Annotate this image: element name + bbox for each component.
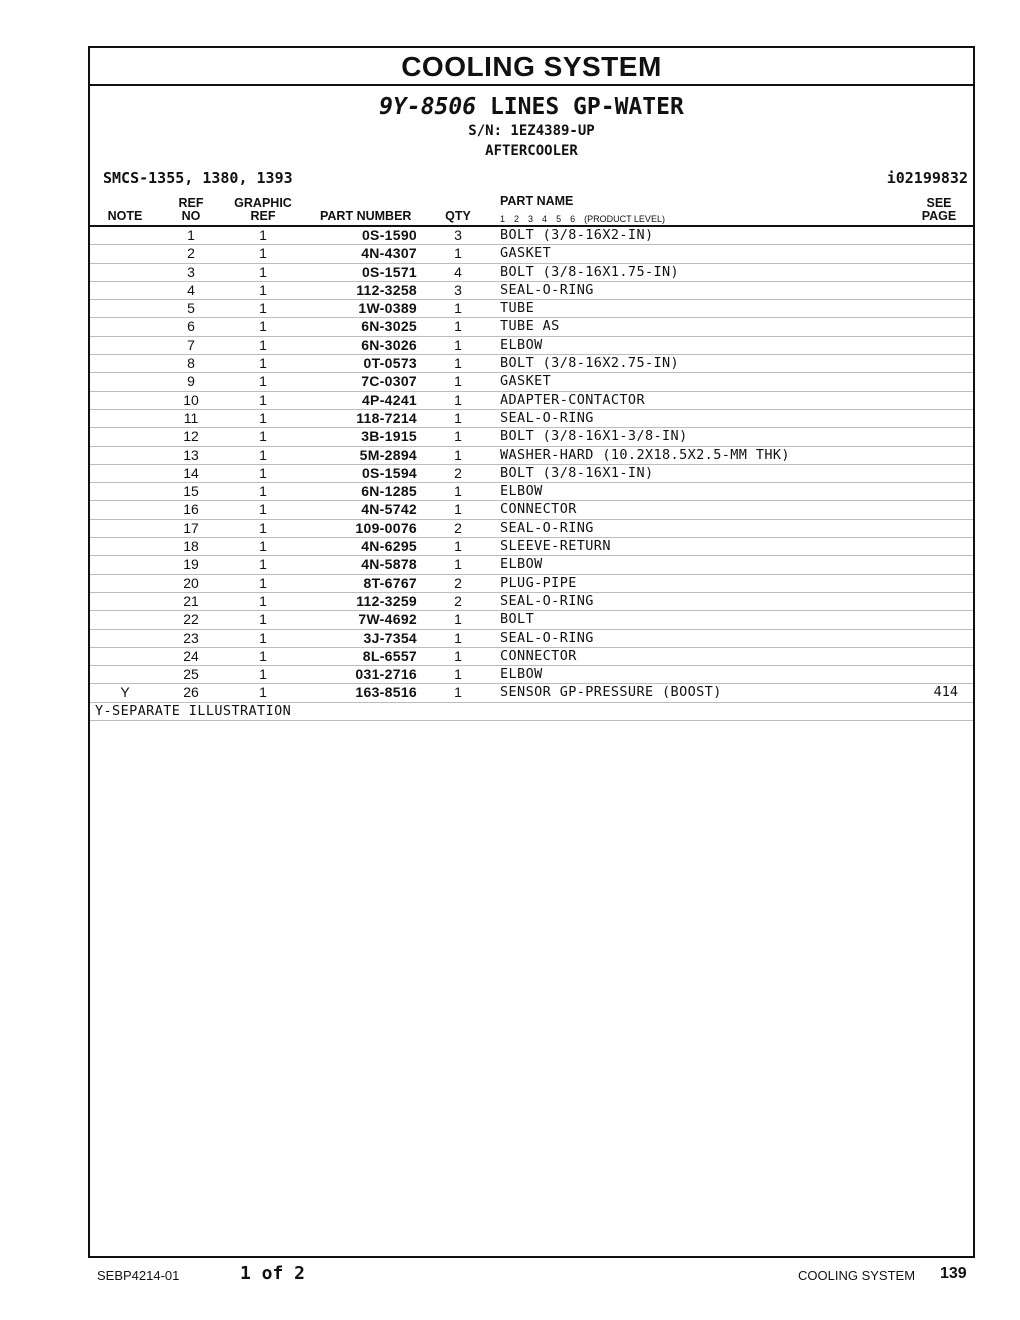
cell-ref-no: 21	[183, 592, 199, 609]
cell-graphic-ref: 1	[259, 574, 267, 591]
header-see-top: SEE	[926, 196, 952, 210]
table-row	[90, 501, 973, 519]
level-5: 5	[556, 214, 562, 224]
cell-ref-no: 20	[183, 574, 199, 591]
cell-ref-no: 17	[183, 519, 199, 536]
smcs-codes: SMCS-1355, 1380, 1393	[103, 169, 293, 187]
cell-qty: 1	[454, 391, 462, 408]
cell-part-number: 7W-4692	[358, 611, 417, 628]
cell-qty: 2	[454, 464, 462, 481]
table-row	[90, 465, 973, 483]
cell-qty: 2	[454, 574, 462, 591]
cell-part-name: BOLT (3/8-16X1-3/8-IN)	[500, 428, 688, 445]
cell-part-number: 8T-6767	[363, 574, 417, 591]
cell-graphic-ref: 1	[259, 300, 267, 317]
cell-graphic-ref: 1	[259, 391, 267, 408]
cell-qty: 1	[454, 611, 462, 628]
cell-qty: 1	[454, 245, 462, 262]
cell-part-name: SEAL-O-RING	[500, 519, 594, 536]
table-row	[90, 575, 973, 593]
cell-ref-no: 5	[187, 300, 195, 317]
cell-qty: 3	[454, 281, 462, 298]
cell-part-name: TUBE AS	[500, 318, 560, 335]
cell-qty: 1	[454, 300, 462, 317]
cell-part-number: 1W-0389	[358, 300, 417, 317]
table-row	[90, 227, 973, 245]
cell-note: Y	[120, 684, 130, 701]
cell-graphic-ref: 1	[259, 592, 267, 609]
table-row	[90, 447, 973, 465]
cell-part-number: 4N-6295	[361, 538, 417, 555]
cell-part-name: BOLT (3/8-16X1-IN)	[500, 464, 654, 481]
cell-qty: 3	[454, 227, 462, 243]
cell-ref-no: 12	[183, 428, 199, 445]
level-6: 6	[570, 214, 576, 224]
group-title	[90, 94, 973, 120]
table-row	[90, 245, 973, 263]
cell-graphic-ref: 1	[259, 666, 267, 683]
cell-part-number: 109-0076	[355, 519, 417, 536]
cell-ref-no: 16	[183, 501, 199, 518]
table-row	[90, 593, 973, 611]
cell-part-name: CONNECTOR	[500, 501, 577, 518]
product-level-label: (PRODUCT LEVEL)	[584, 214, 665, 224]
header-part-number: PART NUMBER	[320, 209, 412, 223]
cell-graphic-ref: 1	[259, 647, 267, 664]
cell-ref-no: 13	[183, 446, 199, 463]
cell-part-number: 4N-5742	[361, 501, 417, 518]
cell-graphic-ref: 1	[259, 263, 267, 280]
cell-part-name: SEAL-O-RING	[500, 281, 594, 298]
table-row	[90, 684, 973, 702]
cell-part-name: SEAL-O-RING	[500, 629, 594, 646]
cell-ref-no: 18	[183, 538, 199, 555]
page-of: 1 of 2	[240, 1263, 306, 1284]
cell-part-name: SLEEVE-RETURN	[500, 538, 611, 555]
level-2: 2	[514, 214, 520, 224]
cell-ref-no: 6	[187, 318, 195, 335]
cell-graphic-ref: 1	[259, 501, 267, 518]
cell-qty: 1	[454, 318, 462, 335]
document-id: SEBP4214-01	[97, 1268, 180, 1283]
header-see-bottom: PAGE	[921, 209, 957, 223]
cell-qty: 2	[454, 519, 462, 536]
cell-ref-no: 23	[183, 629, 199, 646]
cell-part-name: PLUG-PIPE	[500, 574, 577, 591]
table-row	[90, 410, 973, 428]
cell-part-number: 031-2716	[355, 666, 417, 683]
cell-qty: 1	[454, 538, 462, 555]
cell-ref-no: 1	[187, 227, 195, 243]
cell-graphic-ref: 1	[259, 446, 267, 463]
cell-part-number: 4P-4241	[361, 391, 417, 408]
cell-part-name: GASKET	[500, 373, 552, 390]
cell-part-name: SEAL-O-RING	[500, 592, 594, 609]
cell-graphic-ref: 1	[259, 483, 267, 500]
header-part-name: PART NAME	[500, 194, 574, 208]
table-row	[90, 392, 973, 410]
header-ref-bottom: NO	[181, 209, 201, 223]
cell-graphic-ref: 1	[259, 611, 267, 628]
parts-table	[90, 227, 973, 721]
group-part-number: 9Y-8506	[379, 94, 477, 120]
cell-ref-no: 9	[187, 373, 195, 390]
cell-qty: 2	[454, 592, 462, 609]
cell-qty: 1	[454, 647, 462, 664]
cell-qty: 1	[454, 373, 462, 390]
footnote-row	[90, 703, 973, 721]
cell-graphic-ref: 1	[259, 684, 267, 701]
cell-part-number: 0T-0573	[363, 355, 417, 372]
cell-part-name: ADAPTER-CONTACTOR	[500, 391, 645, 408]
table-row	[90, 318, 973, 336]
table-row	[90, 630, 973, 648]
level-1: 1	[500, 214, 506, 224]
cell-ref-no: 19	[183, 556, 199, 573]
cell-qty: 1	[454, 556, 462, 573]
cell-graphic-ref: 1	[259, 281, 267, 298]
cell-ref-no: 7	[187, 336, 195, 353]
table-row	[90, 373, 973, 391]
level-3: 3	[528, 214, 534, 224]
cell-qty: 1	[454, 684, 462, 701]
cell-qty: 1	[454, 409, 462, 426]
cell-qty: 1	[454, 446, 462, 463]
cell-ref-no: 10	[183, 391, 199, 408]
header-ref-top: REF	[178, 196, 204, 210]
cell-part-name: SEAL-O-RING	[500, 409, 594, 426]
cell-part-number: 4N-5878	[361, 556, 417, 573]
cell-part-number: 3J-7354	[363, 629, 417, 646]
cell-ref-no: 3	[187, 263, 195, 280]
level-4: 4	[542, 214, 548, 224]
cell-part-name: ELBOW	[500, 666, 543, 683]
cell-qty: 1	[454, 355, 462, 372]
cell-graphic-ref: 1	[259, 519, 267, 536]
cell-part-number: 0S-1571	[361, 263, 417, 280]
cell-part-number: 6N-3026	[361, 336, 417, 353]
cell-ref-no: 11	[183, 409, 199, 426]
cell-qty: 1	[454, 666, 462, 683]
cell-part-number: 5M-2894	[359, 446, 417, 463]
section-title: COOLING SYSTEM	[90, 48, 973, 86]
cell-part-number: 163-8516	[355, 684, 417, 701]
cell-graphic-ref: 1	[259, 464, 267, 481]
cell-part-number: 4N-4307	[361, 245, 417, 262]
cell-ref-no: 2	[187, 245, 195, 262]
cell-part-name: BOLT (3/8-16X2-IN)	[500, 227, 654, 243]
cell-graphic-ref: 1	[259, 556, 267, 573]
page-number: 139	[940, 1265, 967, 1282]
cell-graphic-ref: 1	[259, 409, 267, 426]
header-graphic-top: GRAPHIC	[234, 196, 292, 210]
cell-ref-no: 22	[183, 611, 199, 628]
cell-graphic-ref: 1	[259, 318, 267, 335]
cell-part-name: SENSOR GP-PRESSURE (BOOST)	[500, 684, 722, 701]
cell-part-number: 0S-1594	[361, 464, 417, 481]
cell-ref-no: 14	[183, 464, 199, 481]
cell-part-number: 6N-1285	[361, 483, 417, 500]
cell-part-number: 118-7214	[356, 409, 417, 426]
cell-part-number: 112-3258	[356, 281, 417, 298]
cell-part-name: BOLT (3/8-16X1.75-IN)	[500, 263, 680, 280]
cell-part-number: 3B-1915	[361, 428, 417, 445]
cell-qty: 1	[454, 428, 462, 445]
table-row	[90, 264, 973, 282]
cell-part-number: 6N-3025	[361, 318, 417, 335]
cell-part-number: 7C-0307	[361, 373, 417, 390]
cell-qty: 1	[454, 501, 462, 518]
table-row	[90, 337, 973, 355]
cell-part-name: BOLT (3/8-16X2.75-IN)	[500, 355, 680, 372]
cell-part-name: ELBOW	[500, 556, 543, 573]
cell-ref-no: 15	[183, 483, 199, 500]
cell-part-number: 8L-6557	[362, 647, 417, 664]
cell-ref-no: 26	[183, 684, 199, 701]
cell-ref-no: 4	[187, 281, 195, 298]
cell-qty: 1	[454, 629, 462, 646]
cell-ref-no: 25	[183, 666, 199, 683]
serial-number: S/N: 1EZ4389-UP	[468, 123, 595, 139]
table-row	[90, 666, 973, 684]
cell-part-name: GASKET	[500, 245, 552, 262]
footnote-text: Y-SEPARATE ILLUSTRATION	[95, 702, 292, 719]
table-row	[90, 355, 973, 373]
cell-part-name: TUBE	[500, 300, 535, 317]
cell-graphic-ref: 1	[259, 227, 267, 243]
cell-see-page: 414	[933, 684, 958, 701]
table-row	[90, 648, 973, 666]
table-row	[90, 282, 973, 300]
header-qty: QTY	[445, 209, 471, 223]
group-subtitle: AFTERCOOLER	[485, 143, 578, 159]
table-row	[90, 483, 973, 501]
cell-part-name: WASHER-HARD (10.2X18.5X2.5-MM THK)	[500, 446, 790, 463]
cell-ref-no: 8	[187, 355, 195, 372]
product-levels	[500, 214, 674, 224]
table-row	[90, 556, 973, 574]
table-row	[90, 538, 973, 556]
table-row	[90, 520, 973, 538]
cell-graphic-ref: 1	[259, 355, 267, 372]
cell-qty: 1	[454, 336, 462, 353]
cell-graphic-ref: 1	[259, 538, 267, 555]
header-note: NOTE	[107, 209, 143, 223]
cell-qty: 1	[454, 483, 462, 500]
table-row	[90, 428, 973, 446]
cell-part-name: CONNECTOR	[500, 647, 577, 664]
cell-part-number: 112-3259	[356, 592, 417, 609]
cell-graphic-ref: 1	[259, 629, 267, 646]
cell-part-name: ELBOW	[500, 483, 543, 500]
table-row	[90, 300, 973, 318]
cell-ref-no: 24	[183, 647, 199, 664]
cell-graphic-ref: 1	[259, 336, 267, 353]
illustration-id: i02199832	[886, 169, 968, 187]
cell-part-number: 0S-1590	[361, 227, 417, 243]
cell-part-name: BOLT	[500, 611, 535, 628]
footer-section: COOLING SYSTEM	[798, 1268, 916, 1283]
group-name: LINES GP-WATER	[489, 94, 684, 120]
cell-graphic-ref: 1	[259, 245, 267, 262]
cell-graphic-ref: 1	[259, 373, 267, 390]
cell-graphic-ref: 1	[259, 428, 267, 445]
cell-part-name: ELBOW	[500, 336, 543, 353]
parts-page-frame	[88, 46, 975, 1258]
cell-qty: 4	[454, 263, 462, 280]
table-row	[90, 611, 973, 629]
header-graphic-bottom: REF	[250, 209, 276, 223]
